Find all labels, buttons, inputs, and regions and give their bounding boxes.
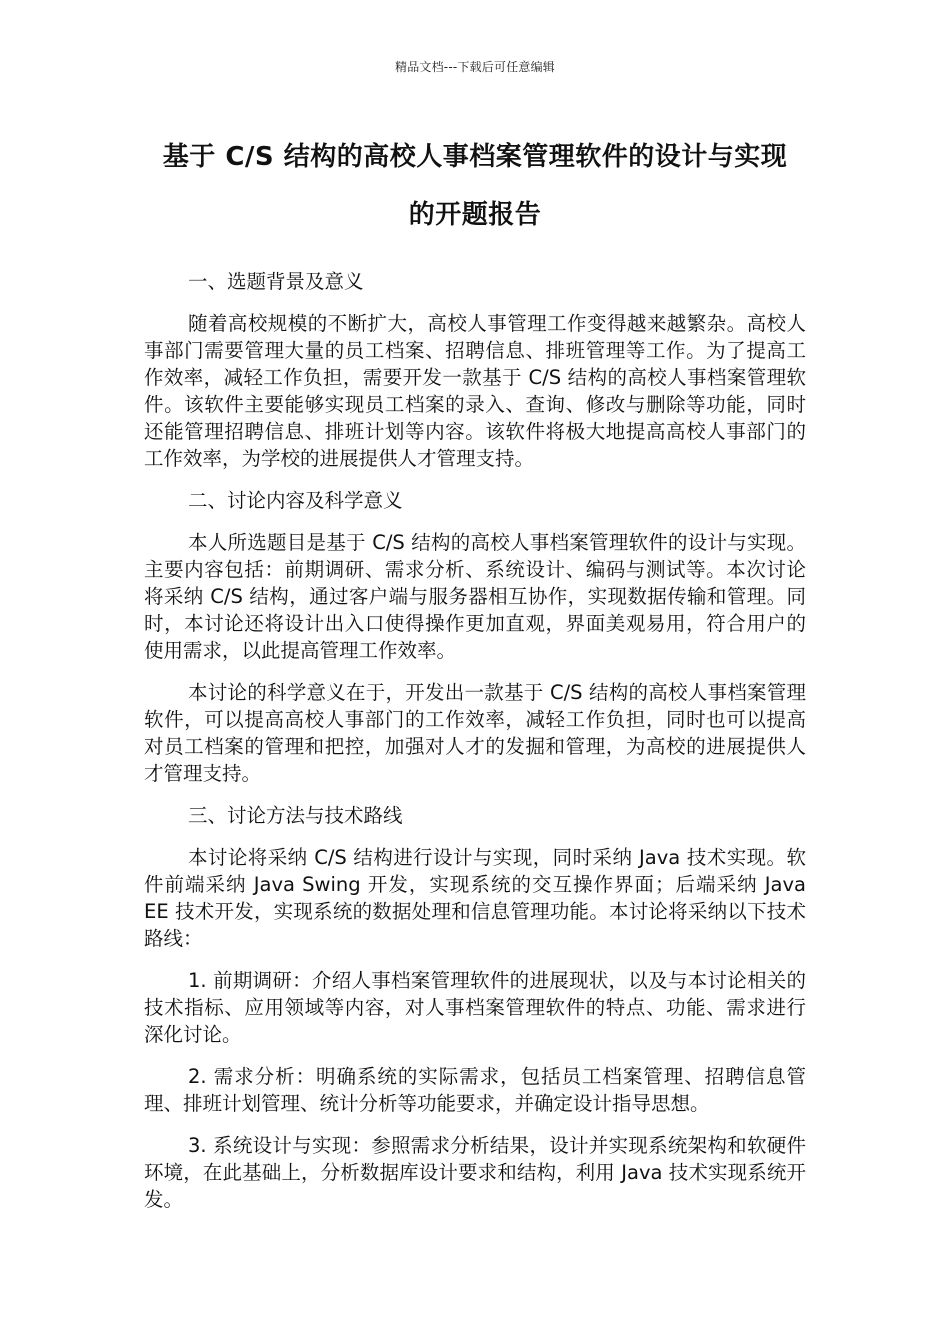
title-line-1: 基于 C/S 结构的高校人事档案管理软件的设计与实现 (162, 142, 788, 172)
header-note: 精品文档---下载后可任意编辑 (395, 60, 555, 74)
list-item-design: 3. 系统设计与实现：参照需求分析结果，设计并实现系统架构和软硬件环境，在此基础上，分析数据库设计要求和结构，利用 Java 技术实现系统开发。 (144, 1134, 806, 1211)
list-item-research: 1. 前期调研：介绍人事档案管理软件的进展现状，以及与本讨论相关的技术指标、应用领域等内容，对人事档案管理软件的特点、功能、需求进行深化讨论。 (144, 969, 806, 1046)
document-body (144, 268, 806, 1228)
section-heading-content: 二、讨论内容及科学意义 (188, 489, 403, 512)
paragraph-background: 随着高校规模的不断扩大，高校人事管理工作变得越来越繁杂。高校人事部门需要管理大量的员工档案、招聘信息、排班管理等工作。为了提高工作效率，减轻工作负担，需要开发一款基于 C/S 结构的高校人事档案管理软件。该软件主要能够实现员工档案的录入、查询、修改与删除等功能，同时还能管理招聘信息、排班计划等内容。该软件将极大地提高高校人事部门的工作效率，为学校的进展提供人才管理支持。 (144, 312, 806, 470)
document-title (144, 128, 806, 244)
section-heading-method: 三、讨论方法与技术路线 (188, 804, 403, 827)
paragraph-content: 本人所选题目是基于 C/S 结构的高校人事档案管理软件的设计与实现。主要内容包括：前期调研、需求分析、系统设计、编码与测试等。本次讨论将采纳 C/S 结构，通过客户端与服务器相互协作，实现数据传输和管理。同时，本讨论还将设计出入口使得操作更加直观，界面美观易用，符合用户的使用需求，以此提高管理工作效率。 (144, 531, 806, 662)
title-line-2: 的开题报告 (408, 200, 542, 230)
list-item-requirements: 2. 需求分析：明确系统的实际需求，包括员工档案管理、招聘信息管理、排班计划管理、统计分析等功能要求，并确定设计指导思想。 (144, 1065, 806, 1115)
section-heading-background: 一、选题背景及意义 (188, 270, 364, 293)
paragraph-method: 本讨论将采纳 C/S 结构进行设计与实现，同时采纳 Java 技术实现。软件前端采纳 Java Swing 开发，实现系统的交互操作界面；后端采纳 Java EE 技术开发，实现系统的数据处理和信息管理功能。本讨论将采纳以下技术路线： (144, 846, 806, 950)
paragraph-significance: 本讨论的科学意义在于，开发出一款基于 C/S 结构的高校人事档案管理软件，可以提高高校人事部门的工作效率，减轻工作负担，同时也可以提高对员工档案的管理和把控，加强对人才的发掘和管理，为高校的进展提供人才管理支持。 (144, 681, 806, 785)
